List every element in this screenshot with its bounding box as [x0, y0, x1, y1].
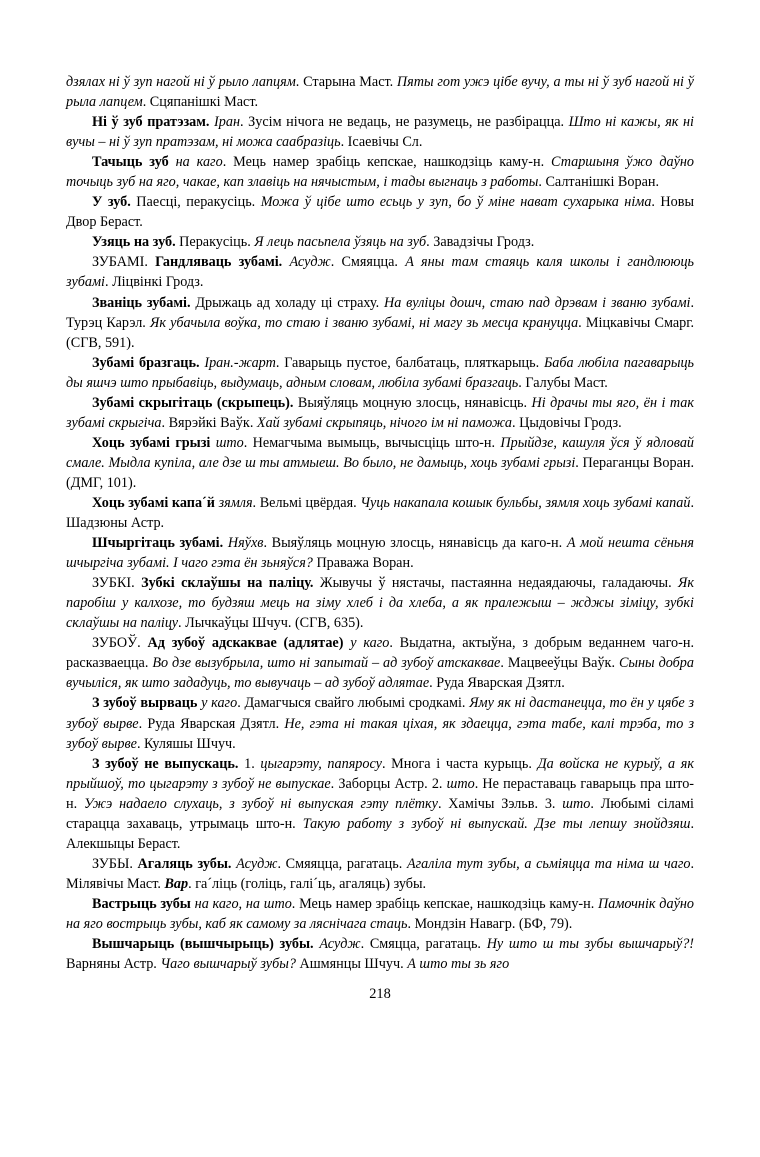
entry-illustration: зямля: [218, 494, 253, 511]
entry-illustration: А што ты зь яго: [407, 956, 510, 973]
entry-headword: Агаляць зубы.: [137, 855, 232, 872]
entry-body-text: . Мілявічы Маст.: [66, 855, 695, 892]
entry-body-text: . Руда Яварская Дзятл.: [429, 675, 565, 692]
entry-headword: Вастрыць зубы: [92, 895, 191, 912]
entry-body-text: . Салтанішкі Воран.: [538, 174, 660, 191]
entry-headword: З зубоў вырваць: [92, 695, 198, 712]
entry-headword: Шчыргітаць зубамі.: [92, 535, 224, 552]
entry-illustration: Прыйдзе, кашуля ўся ў ядловай смале. Мыдла купіла, але дзе ш ты атмыеш. Во было, не дамыць, хоць зубамі грызі: [66, 434, 695, 471]
entry-body-text: . Куляшы Шчуч.: [136, 735, 236, 752]
entry-illustration: Няўхв: [227, 535, 264, 552]
dictionary-entry: [66, 573, 694, 633]
entry-body-text: . Хамічы Зэльв. 3.: [437, 795, 563, 812]
entry-headword: Званіць зубамі.: [92, 294, 191, 311]
dictionary-entry: [66, 693, 694, 753]
entry-headword: Ні ў зуб пратэзам.: [92, 114, 210, 131]
dictionary-entry: [66, 232, 694, 252]
entry-body-text: 1.: [238, 755, 261, 772]
entry-illustration: Іран.-жарт: [204, 354, 276, 371]
entry-body-text: . Алекшыцы Бераст.: [66, 815, 694, 852]
entry-illustration: Ну што ш ты зубы вышчарыў?!: [486, 936, 695, 953]
entry-body-text: . Смяцца, рагатаць.: [360, 936, 487, 953]
entry-body-text: . Пераганцы Воран. (ДМГ, 101).: [66, 454, 695, 491]
entry-body-text: . Зусім нічога не ведаць, не разумець, не разбірацца.: [240, 114, 569, 131]
entry-body-text: [169, 154, 176, 170]
dictionary-entry: [66, 854, 694, 894]
dictionary-entry: [66, 393, 694, 433]
entry-illustration: на каго, на што: [194, 895, 292, 912]
entry-illustration: Асудж: [289, 254, 331, 271]
entry-body-text: Праважа Воран.: [312, 555, 414, 572]
entry-body-text: . Турэц Карэл.: [66, 294, 695, 331]
entry-headword: Гандляваць зубамі.: [155, 254, 283, 271]
entry-body-text: . Мець намер зрабіць кепскае, нашкодзіць каму-н.: [222, 154, 552, 171]
dictionary-entry: [66, 433, 694, 493]
entry-body-text: . Мондзін Навагр. (БФ, 79).: [407, 915, 573, 932]
dictionary-entry: [66, 192, 694, 232]
entry-body-text: . Гаварыць пустое, балбатаць, пляткарыць.: [275, 354, 544, 371]
entry-body-text: . Новы Двор Бераст.: [66, 194, 694, 231]
entry-illustration: Агаліла тут зубы, а сьміяцца та німа ш чаго: [406, 855, 691, 872]
entry-illustration: Ні драчы ты яго, ён і так зубамі скрыгіча: [66, 394, 695, 431]
entry-body-text: . Ліцвінкі Гродз.: [104, 274, 204, 291]
entry-body-text: . Шадзюны Астр.: [66, 494, 695, 532]
entry-body-text: Жывучы ў нястачы, пастаянна недаядаючы, галадаючы.: [313, 575, 679, 592]
entry-headword: Хоць зубамі грызі: [92, 434, 211, 451]
dictionary-entry: [66, 293, 694, 353]
entry-illustration: Яму як ні дастанецца, то ён у цябе з зубоў вырве: [66, 695, 694, 732]
dictionary-entry: [66, 493, 694, 533]
entry-illustration: Такую работу з зубоў ні выпускай. Дзе ты лепшу знойдзяш: [302, 815, 691, 832]
entry-illustration: Я лець пасьпела ўзяць на зуб: [254, 234, 427, 251]
entry-body-text: . Галубы Маст.: [518, 374, 608, 391]
entry-illustration: Можа ў цібе што есьць у зуп, бо ў міне нават сухарыка німа: [260, 194, 652, 211]
entry-body-text: . га´ліць (голіць, галі´ць, агаляць) зубы.: [188, 875, 427, 892]
entry-illustration: што: [215, 434, 244, 451]
entry-body-text: Ашмянцы Шчуч.: [295, 956, 408, 973]
dictionary-entry: [66, 633, 694, 693]
dictionary-entry: [66, 152, 694, 192]
entry-body-text: ЗУБЫ.: [92, 855, 138, 872]
entry-illustration: што: [446, 775, 475, 792]
entry-body-text: . Смяяцца.: [330, 254, 406, 271]
entry-body-text: . Мацвееўцы Ваўк.: [500, 655, 619, 672]
dictionary-text-column: [66, 72, 694, 974]
entry-headword: З зубоў не выпускаць.: [92, 755, 239, 772]
entry-illustration: у каго: [350, 635, 390, 652]
entry-headword: Ад зубоў адскаквае (адлятае): [147, 635, 344, 652]
entry-body-text: Дрыжаць ад холаду ці страху.: [190, 294, 384, 311]
dictionary-entry: [66, 252, 694, 292]
entry-illustration: Як убачыла воўка, то стаю і званю зубамі, ні магу зь месца крануцца: [150, 314, 579, 331]
dictionary-entry: [66, 72, 694, 112]
entry-illustration: што: [562, 795, 591, 812]
entry-body-text: Паесці, перакусіць.: [130, 194, 261, 211]
entry-headword: Зубамі скрыгітаць (скрыпець).: [92, 394, 294, 411]
dictionary-entry: [66, 894, 694, 934]
entry-body-text: . Многа і часта курыць.: [381, 755, 538, 772]
entry-headword: Зубкі склаўшы на паліцу.: [141, 575, 314, 592]
entry-body-text: . Завадзічы Гродз.: [426, 234, 535, 251]
entry-body-text: ЗУБОЎ.: [92, 635, 148, 652]
entry-headword: Хоць зубамі капа´й: [92, 494, 215, 511]
entry-body-text: ЗУБАМІ.: [92, 254, 156, 271]
entry-body-text: Варняны Астр.: [66, 956, 161, 973]
entry-headword: Зубамі бразгаць.: [92, 354, 200, 371]
entry-body-text: Перакусіць.: [175, 234, 255, 251]
entry-body-text: . Не пераставаць гаварыць пра што-н.: [66, 775, 695, 812]
entry-illustration: Пяты гот ужэ цібе вучу, а ты ні ў зуб нагой ні ў рыла лапцем: [66, 74, 694, 111]
entry-body-text: . Старына Маст.: [295, 74, 397, 90]
entry-illustration: Баба любіла пагаварыць ды яшчэ што прыбавіць, выдумаць, адным словам, любіла зубамі бразгаць: [66, 354, 694, 391]
entry-body-text: . Сцяпанішкі Маст.: [142, 94, 258, 111]
entry-headword: У зуб.: [92, 194, 131, 211]
entry-illustration: Асудж: [319, 936, 361, 953]
dictionary-entry: [66, 754, 694, 854]
entry-illustration: Асудж: [236, 855, 278, 872]
entry-body-text: . Любымі сіламі старацца захаваць, утрымаць што-н.: [66, 795, 694, 832]
entry-illustration: Што ні кажы, як ні вучы – ні ў зуп пратэзам, ні можа саабразіць: [66, 114, 694, 151]
entry-illustration: дзялах ні ў зуп нагой ні ў рыло лапцям: [66, 74, 296, 90]
entry-illustration: Не, гэта ні такая ціхая, як здаецца, гэта табе, калі трэба, то з зубоў вырве: [66, 715, 695, 752]
entry-body-text: . Заборцы Астр. 2.: [330, 775, 447, 792]
entry-body-text: . Вельмі цвёрдая.: [252, 494, 361, 511]
dictionary-entry: [66, 934, 694, 974]
entry-illustration: на каго: [175, 154, 223, 171]
dictionary-entry: [66, 353, 694, 393]
entry-body-text: . Смяяцца, рагатаць.: [277, 855, 407, 872]
entry-body-text: . Выяўляць моцную злосць, нянавісць да каго-н.: [263, 535, 567, 552]
entry-body-text: . Міцкавічы Смарг. (СГВ, 591).: [66, 314, 694, 351]
entry-illustration: Памочнік даўно на яго вострыць зубы, каб як самому за ляснічага стаць: [66, 895, 694, 932]
entry-body-text: . Дамагчыся свайго любымі сродкамі.: [237, 695, 470, 712]
entry-body-text: . Ісаевічы Сл.: [340, 134, 423, 151]
entry-illustration: Старшыня ўжо даўно точыць зуб на яго, чакае, кап злавіць на нячыстым, і тады выгнаць з работы: [66, 154, 695, 191]
dictionary-entry: [66, 112, 694, 152]
entry-body-text: . Цыдовічы Гродз.: [511, 414, 622, 431]
entry-body-text: . Немагчыма вымыць, вычысціць што-н.: [243, 434, 501, 451]
entry-illustration: Во дзе вызубрыла, што ні запытай – ад зубоў атскаквае: [152, 655, 501, 672]
entry-illustration: Да войска не курыў, а як прыйшоў, то цыгарэту з зубоў не выпускае: [66, 755, 695, 792]
entry-illustration: А яны там стаяць каля школы і гандлююць зубамі: [66, 254, 695, 291]
entry-illustration: Сыны добра вучыліся, як што зададуць, то вывучаць – ад зубоў адлятае: [66, 655, 694, 692]
entry-headword: Вышчарыць (вышчырыць) зубы.: [92, 936, 314, 953]
entry-illustration: Ужэ надаело слухаць, з зубоў ні выпуская гэту плётку: [83, 795, 438, 812]
entry-variant-marker: Вар: [164, 875, 189, 892]
entry-headword: Тачыць зуб: [92, 154, 169, 171]
entry-body-text: . Руда Яварская Дзятл.: [138, 715, 285, 732]
entry-illustration: Хай зубамі скрыпяць, нічого ім ні паможа: [256, 414, 512, 431]
entry-illustration: цыгарэту, папяросу: [260, 755, 382, 772]
entry-body-text: . Мець намер зрабіць кепскае, нашкодзіць каму-н.: [291, 895, 599, 912]
entry-body-text: . Выдатна, актыўна, з добрым веданнем чаго-н. расказваецца.: [66, 635, 694, 672]
entry-illustration: А мой нешта сёньня шчыргіча зубамі. І чаго гэта ён зьняўся?: [66, 535, 695, 572]
entry-illustration: На вуліцы дошч, стаю пад дрэвам і званю зубамі: [383, 294, 691, 311]
entry-illustration: Чуць накапала кошык бульбы, зямля хоць зубамі капай: [360, 494, 691, 511]
entry-body-text: ЗУБКІ.: [92, 575, 142, 592]
entry-body-text: . Вярэйкі Ваўк.: [161, 414, 257, 431]
entry-body-text: . Лычкаўцы Шчуч. (СГВ, 635).: [178, 615, 364, 632]
entry-illustration: у каго: [201, 695, 238, 712]
entry-headword: Узяць на зуб.: [92, 234, 176, 251]
entry-body-text: Выяўляць моцную злосць, нянавісць.: [293, 394, 532, 411]
page-number: 218: [369, 986, 391, 1002]
entry-illustration: Чаго вышчарыў зубы?: [160, 956, 296, 973]
entry-illustration: Як паробіш у калхозе, то будзяш мець на зіму хлеб і да хлеба, а як пралежыш – жджы зіміцу, зубкі склаўшы на паліцу: [66, 575, 694, 632]
entry-illustration: Іран: [214, 114, 240, 131]
dictionary-entry: [66, 533, 694, 573]
